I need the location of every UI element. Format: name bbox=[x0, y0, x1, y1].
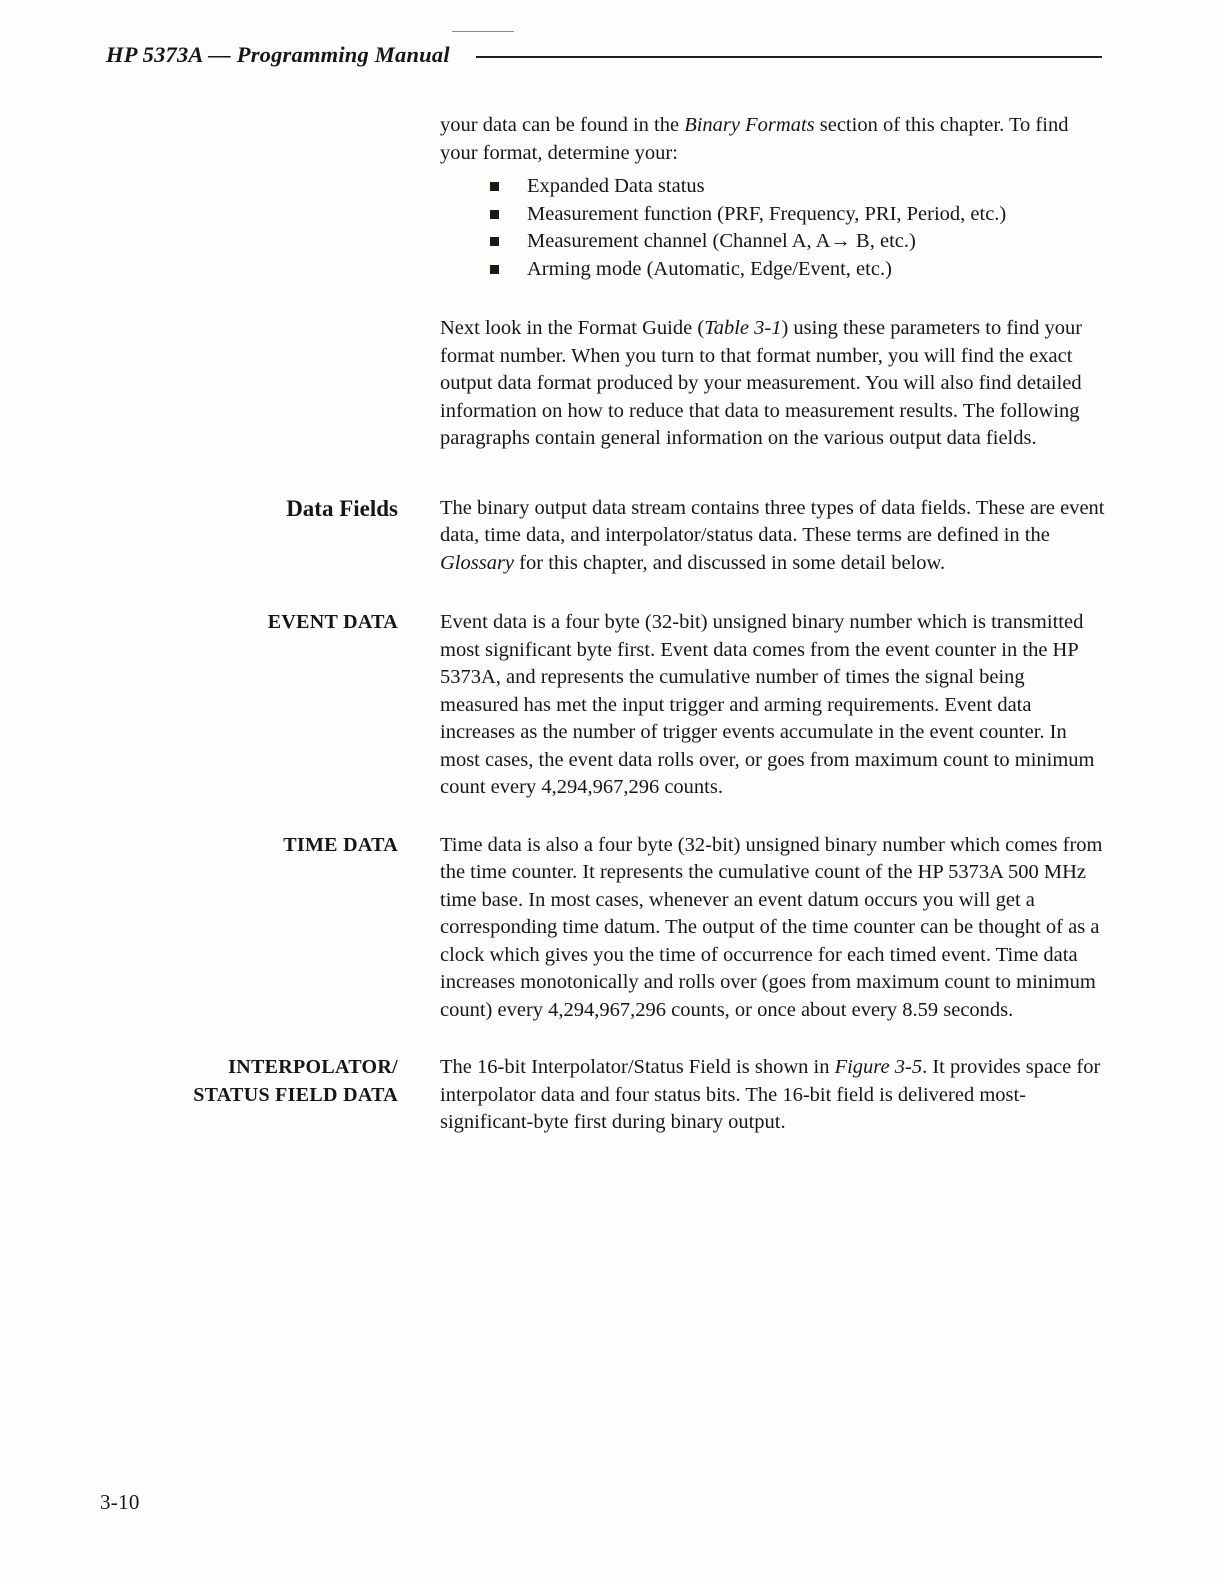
intro-text-part: section of this chapter. To find your format, determine your: bbox=[440, 114, 1069, 164]
intro-text-italic: Binary Formats bbox=[684, 114, 815, 136]
section-label-col bbox=[100, 1054, 398, 1109]
interpolator-text-part: The 16-bit Interpolator/Status Field is shown in bbox=[440, 1056, 835, 1078]
intro-text-part: your data can be found in the bbox=[440, 114, 685, 136]
interpolator-paragraph bbox=[440, 1054, 1106, 1137]
data-fields-text-part: The binary output data stream contains three types of data fields. These are event data, time data, and interpolator/status data. These terms are defined in the bbox=[440, 496, 1105, 546]
bullet-text: Expanded Data status bbox=[527, 175, 705, 197]
section-label-time-data: TIME DATA bbox=[283, 833, 398, 856]
section-event-data bbox=[100, 609, 1112, 802]
section-label-col bbox=[100, 495, 398, 523]
header-rule bbox=[476, 56, 1102, 58]
bullet-text: Measurement channel (Channel A, A→ B, etc.) bbox=[527, 230, 916, 252]
section-label-col bbox=[100, 832, 398, 860]
section-label-data-fields: Data Fields bbox=[286, 495, 398, 521]
format-guide-paragraph bbox=[440, 315, 1106, 453]
page-header bbox=[106, 42, 1102, 68]
bullet-square-icon bbox=[490, 265, 499, 274]
section-label-interpolator-line2: STATUS FIELD DATA bbox=[193, 1083, 398, 1106]
event-data-paragraph: Event data is a four byte (32-bit) unsigned binary number which is transmitted most significant byte first. Event data comes from the event counter in the HP 5373A, and represents the cumulative number of times the signal being measured has met the input trigger and arming requirements. Event data increases as the number of trigger events accumulate in the event counter. In most cases, the event data rolls over, or goes from maximum count to minimum count every 4,294,967,296 counts. bbox=[440, 611, 1095, 798]
format-guide-text-part: Next look in the Format Guide ( bbox=[440, 317, 705, 339]
bullet-item bbox=[490, 256, 1106, 284]
section-time-data bbox=[100, 832, 1112, 1025]
bullet-text: Arming mode (Automatic, Edge/Event, etc.) bbox=[527, 257, 892, 280]
intro-section bbox=[100, 112, 1112, 453]
bullet-item bbox=[490, 228, 1106, 256]
section-label-col bbox=[100, 609, 398, 637]
bullet-text: Measurement function (PRF, Frequency, PRI, Period, etc.) bbox=[527, 202, 1007, 225]
data-fields-paragraph bbox=[440, 495, 1106, 578]
header-rule-artifact bbox=[452, 31, 514, 32]
header-title: HP 5373A — Programming Manual bbox=[106, 42, 450, 67]
bullet-list bbox=[440, 173, 1106, 283]
section-label-event-data: EVENT DATA bbox=[267, 611, 398, 633]
bullet-item bbox=[490, 201, 1106, 229]
bullet-item bbox=[490, 173, 1106, 201]
page-content bbox=[100, 112, 1112, 1137]
bullet-square-icon bbox=[490, 210, 499, 219]
section-body-col bbox=[440, 495, 1106, 578]
intro-paragraph bbox=[440, 112, 1106, 167]
section-data-fields bbox=[100, 495, 1112, 578]
data-fields-text-italic: Glossary bbox=[440, 551, 515, 574]
bullet-square-icon bbox=[490, 182, 499, 191]
section-body-col bbox=[440, 832, 1106, 1025]
page-number: 3-10 bbox=[100, 1490, 140, 1514]
section-body-col bbox=[440, 609, 1106, 802]
interpolator-text-part: . It provides space for interpolator data and four status bits. The 16-bit field is delivered most-significant-byte first during binary output. bbox=[440, 1056, 1101, 1133]
section-body-col bbox=[440, 1054, 1106, 1137]
format-guide-text-italic: Table 3-1 bbox=[704, 317, 782, 339]
interpolator-text-italic: Figure 3-5 bbox=[834, 1056, 923, 1078]
bullet-square-icon bbox=[490, 237, 499, 246]
data-fields-text-part: for this chapter, and discussed in some detail below. bbox=[514, 551, 946, 574]
section-interpolator-status bbox=[100, 1054, 1112, 1137]
time-data-paragraph: Time data is also a four byte (32-bit) unsigned binary number which comes from the time counter. It represents the cumulative count of the HP 5373A 500 MHz time base. In most cases, whenever an event datum occurs you will get a corresponding time datum. The output of the time counter can be thought of as a clock which gives you the time of occurrence for each timed event. Time data increases monotonically and rolls over (goes from maximum count to minimum count) every 4,294,967,296 counts, or once about every 8.59 seconds. bbox=[440, 833, 1103, 1021]
format-guide-text-part: ) using these parameters to find your format number. When you turn to that format number, you will find the exact output data format produced by your measurement. You will also find detailed information on how to reduce that data to measurement results. The following paragraphs contain general information on the various output data fields. bbox=[440, 317, 1083, 449]
intro-body bbox=[440, 112, 1106, 453]
section-label-interpolator-line1: INTERPOLATOR/ bbox=[228, 1056, 398, 1078]
